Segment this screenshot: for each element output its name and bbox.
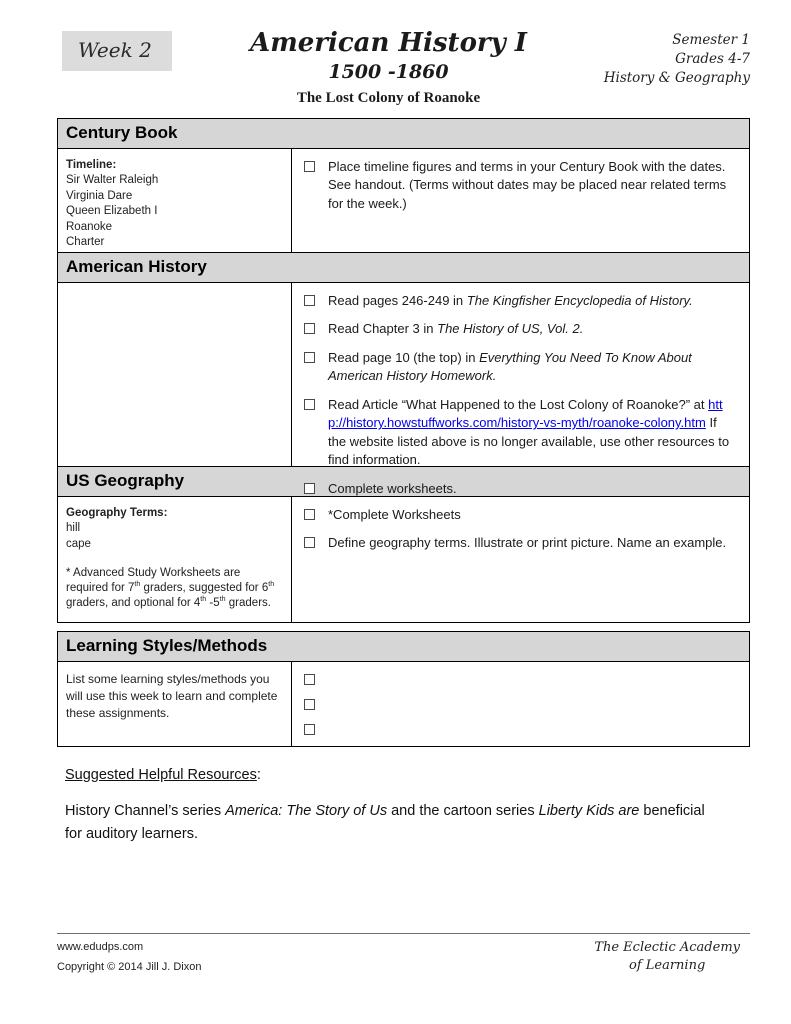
book-title-italic: Everything You Need To Know About American History Homework. <box>328 349 692 384</box>
resources-section <box>57 767 750 846</box>
resources-segment: History Channel’s series <box>65 803 226 819</box>
task-item <box>302 480 737 498</box>
section-header-century-book: Century Book <box>57 118 750 149</box>
subject-label: History & Geography <box>603 69 750 86</box>
resources-heading <box>65 767 750 783</box>
task-text: Place timeline figures and terms in your Century Book with the dates. See handout. (Terms without dates may be placed near related terms for the week.) <box>328 159 727 211</box>
geography-term: cape <box>66 537 91 550</box>
century-book-tasks-cell <box>292 149 749 252</box>
organization-line-2: of Learning <box>629 957 706 973</box>
resources-segment: beneficial for auditory learners. <box>65 803 705 843</box>
task-text-segment: Read Article “What Happened to the Lost Colony of Roanoke?” at <box>328 396 709 412</box>
geography-term: hill <box>66 522 81 535</box>
checkbox-icon[interactable] <box>304 724 315 735</box>
task-text-segment: Read Chapter 3 in <box>328 321 438 337</box>
timeline-term: Virginia Dare <box>66 189 133 202</box>
task-item <box>302 506 737 524</box>
course-meta <box>604 31 750 88</box>
document-page <box>57 0 750 846</box>
resources-segment: and the cartoon series <box>387 803 539 819</box>
task-text: *Complete Worksheets <box>328 507 461 522</box>
book-title-italic: The Kingfisher Encyclopedia of History. <box>466 293 693 308</box>
resources-heading-text: Suggested Helpful Resources <box>65 767 257 783</box>
timeline-term: Sir Walter Raleigh <box>66 174 159 187</box>
geography-terms-label: Geography Terms: <box>66 507 168 519</box>
timeline-term: Queen Elizabeth I <box>66 205 158 218</box>
checkbox-icon[interactable] <box>304 295 315 306</box>
course-years: 1500 -1860 <box>328 61 449 83</box>
series-title-italic: Liberty Kids are <box>538 803 640 819</box>
resources-paragraph <box>65 800 720 846</box>
learning-styles-row <box>57 662 750 747</box>
checkbox-icon[interactable] <box>304 323 315 334</box>
copyright-line: Copyright © 2014 Jill J. Dixon <box>57 961 202 973</box>
american-history-tasks-cell <box>292 283 749 496</box>
resources-heading-colon: : <box>256 767 261 783</box>
grades-label: Grades 4-7 <box>675 50 750 67</box>
task-item <box>302 534 737 552</box>
checkbox-icon[interactable] <box>304 537 315 548</box>
checkbox-icon[interactable] <box>304 509 315 520</box>
book-title-italic: The History of US, Vol. 2. <box>437 321 584 337</box>
section-header-us-geography: US Geography <box>57 466 750 497</box>
task-text-segment: Read page 10 (the top) in <box>328 349 480 365</box>
note-segment: graders, suggested for 6 <box>140 582 269 595</box>
task-item <box>302 292 737 310</box>
checkbox-icon[interactable] <box>304 399 315 410</box>
task-text-segment: Read pages 246-249 in <box>328 293 467 308</box>
timeline-terms-cell <box>58 149 292 252</box>
timeline-term: Charter <box>66 235 105 248</box>
geography-terms-cell <box>58 497 292 622</box>
task-text: Define geography terms. Illustrate or print picture. Name an example. <box>328 535 727 551</box>
series-title-italic: America: The Story of Us <box>225 803 388 819</box>
task-item <box>302 396 737 470</box>
page-header <box>57 0 750 118</box>
title-block <box>147 28 630 107</box>
learning-styles-answers-cell <box>292 662 749 746</box>
note-segment: * Advanced Study Worksheets are required for 7 <box>66 567 241 595</box>
note-segment: graders. <box>225 597 271 609</box>
section-header-learning-styles: Learning Styles/Methods <box>57 631 750 662</box>
learning-styles-prompt-cell <box>58 662 292 746</box>
section-gap <box>57 623 750 631</box>
timeline-label: Timeline: <box>66 159 117 171</box>
task-item <box>302 158 737 213</box>
note-segment: graders, and optional for 4 <box>66 597 201 609</box>
checkbox-icon[interactable] <box>304 352 315 363</box>
checkbox-icon[interactable] <box>304 699 315 710</box>
us-geography-row <box>57 497 750 623</box>
checkbox-icon[interactable] <box>304 483 315 494</box>
organization-name <box>594 939 740 974</box>
page-footer <box>57 933 750 973</box>
week-badge: Week 2 <box>62 31 172 71</box>
organization-line-1: The Eclectic Academy <box>594 940 740 955</box>
section-header-american-history: American History <box>57 252 750 283</box>
ordinal-suffix: th <box>219 595 226 604</box>
ordinal-suffix: th <box>134 580 141 589</box>
ordinal-suffix: th <box>200 595 207 604</box>
task-item <box>302 320 737 338</box>
semester-label: Semester 1 <box>672 32 750 48</box>
task-text <box>328 292 737 310</box>
roanoke-article-link[interactable]: http://history.howstuffworks.com/history-vs-myth/roanoke-colony.htm <box>328 396 723 431</box>
century-book-row <box>57 149 750 253</box>
checkbox-icon[interactable] <box>304 674 315 685</box>
task-text-segment: If the website listed above is no longer available, use other resources to find information. <box>328 415 730 468</box>
week-topic: The Lost Colony of Roanoke <box>296 90 481 106</box>
us-geography-tasks-cell <box>292 497 749 622</box>
task-text <box>328 396 737 470</box>
checkbox-icon[interactable] <box>304 161 315 172</box>
task-text <box>328 349 737 386</box>
task-text: Complete worksheets. <box>328 480 457 496</box>
american-history-left-cell <box>58 283 292 466</box>
course-title: American History I <box>250 28 527 58</box>
timeline-term: Roanoke <box>66 220 113 233</box>
learning-styles-prompt: List some learning styles/methods you will use this week to learn and complete these assignments. <box>66 672 278 720</box>
website-url: www.edudps.com <box>57 941 144 953</box>
task-text <box>328 320 737 338</box>
task-item <box>302 349 737 386</box>
advanced-study-note <box>66 566 283 611</box>
note-segment: -5 <box>206 597 220 609</box>
ordinal-suffix: th <box>268 580 275 589</box>
